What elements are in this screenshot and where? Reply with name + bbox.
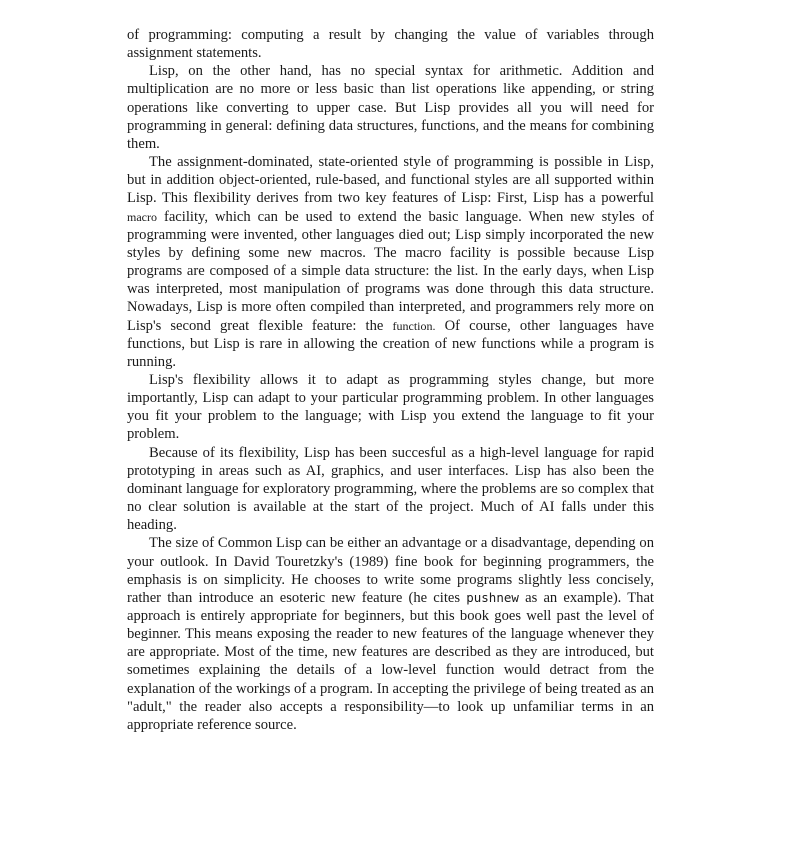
document-body (127, 26, 654, 734)
paragraph (127, 371, 654, 444)
paragraph (127, 26, 654, 62)
text-run: Because of its flexibility, Lisp has been succesful as a high-level language for rapid prototyping in areas such as AI, graphics, and user interfaces. Lisp has also been the dominant language for exploratory programming, where the problems are so complex that no clear solution is available at the start of the project. Much of AI falls under this heading. (127, 444, 654, 534)
paragraph (127, 444, 654, 535)
text-run: The assignment-dominated, state-oriented style of programming is possible in Lisp, but in addition object-oriented, rule-based, and functional styles are all supported within Lisp. This flexibility derives from two key features of Lisp: First, Lisp has a powerful (127, 154, 654, 207)
text-run: facility, which can be used to extend the basic language. When new styles of programming were invented, other languages died out; Lisp simply incorporated the new styles by defining some new macros. The macro facility is possible because Lisp programs are composed of a simple data structure: the list. In the early days, when Lisp was interpreted, most manipulation of programs was done through this data structure. Nowadays, Lisp is more often compiled than interpreted, and programmers rely more on Lisp's second great flexible feature: the (127, 208, 654, 334)
text-run: as an example). That approach is entirely appropriate for beginners, but this book goes well past the level of beginner. This means exposing the reader to new features of the language whenever they are appropriate. Most of the time, new features are described as they are introduced, but sometimes explaining the details of a low-level function would detract from the explanation of the workings of a program. In accepting the privilege of being treated as an "adult," the reader also accepts a responsibility—to look up unfamiliar terms in an appropriate reference source. (127, 589, 654, 733)
code-term: pushnew (466, 589, 519, 605)
paragraph (127, 534, 654, 734)
text-run: The size of Common Lisp can be either an advantage or a disadvantage, depending on your outlook. In David Touretzky's (1989) fine book for beginning programmers, the emphasis is on simplicity. He chooses to write some programs slightly less concisely, rather than introduce an esoteric new feature (he cites (127, 535, 654, 606)
term: function. (392, 318, 436, 333)
paragraph (127, 153, 654, 371)
text-run: Lisp's flexibility allows it to adapt as programming styles change, but more importantly, Lisp can adapt to your particular programming problem. In other languages you fit your problem to the language; with Lisp you extend the language to fit your problem. (127, 371, 654, 443)
text-run: Of course, other languages have functions, but Lisp is rare in allowing the creation of new functions while a program is running. (127, 317, 655, 370)
paragraph (127, 62, 654, 153)
text-run: of programming: computing a result by changing the value of variables through assignment statements. (127, 27, 654, 62)
term: macro (127, 209, 157, 224)
text-run: Lisp, on the other hand, has no special syntax for arithmetic. Addition and multiplication are no more or less basic than list operations like appending, or string operations like converting to upper case. But Lisp provides all you will need for programming in general: defining data structures, functions, and the means for combining them. (127, 63, 654, 152)
